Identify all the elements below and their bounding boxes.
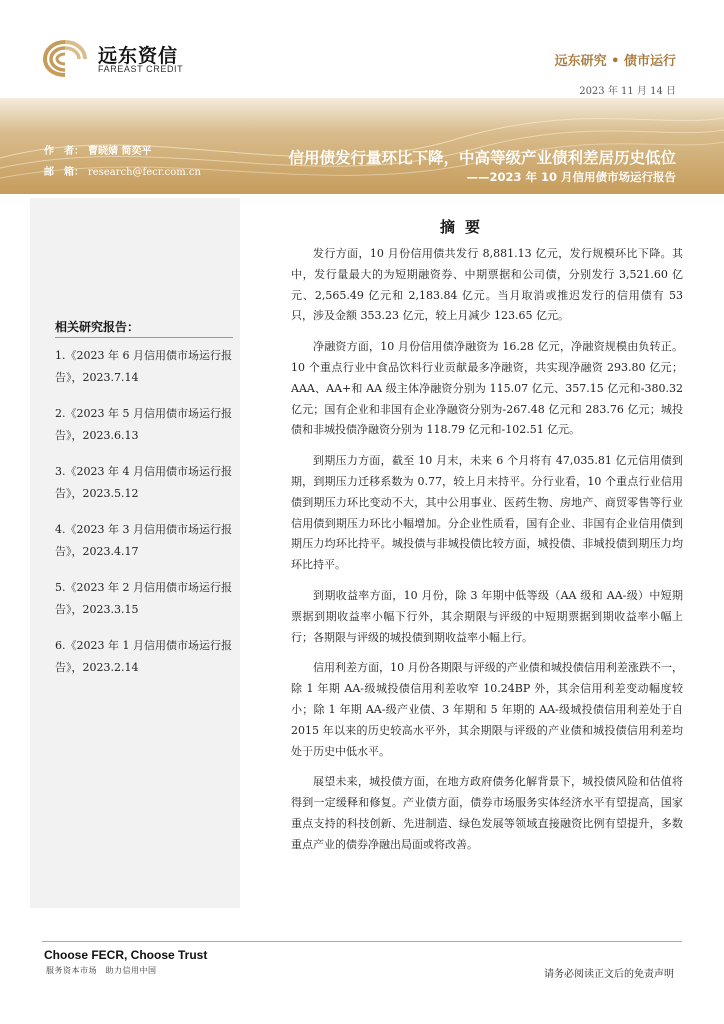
- footer-divider: [42, 941, 682, 942]
- related-report-item[interactable]: 3.《2023 年 4 月信用债市场运行报告》，2023.5.12: [55, 465, 232, 500]
- footer-slogan-cn: 服务资本市场 助力信用中国: [46, 966, 157, 975]
- footer-disclaimer: 请务必阅读正文后的免责声明: [544, 969, 674, 980]
- author-row: [44, 141, 201, 162]
- related-report-item[interactable]: 1.《2023 年 6 月信用债市场运行报告》，2023.7.14: [55, 349, 232, 384]
- related-reports-divider: [55, 337, 233, 338]
- related-reports-list: [55, 345, 235, 693]
- logo-text-en: FAREAST CREDIT: [98, 64, 184, 74]
- related-report-item[interactable]: 2.《2023 年 5 月信用债市场运行报告》，2023.6.13: [55, 407, 232, 442]
- related-report-item[interactable]: 6.《2023 年 1 月信用债市场运行报告》，2023.2.14: [55, 639, 232, 674]
- company-logo: [42, 38, 202, 78]
- email-label: 邮 箱：: [44, 167, 84, 178]
- email-row: [44, 162, 201, 183]
- logo-text-cn: 远东资信: [98, 45, 179, 67]
- abstract-paragraph-yield: 到期收益率方面，10 月份，除 3 年期中低等级（AA 级和 AA-级）中短期票据到期收益率小幅下行外，其余期限与评级的中短期票据到期收益率小幅上行；各期限与评级的城投债到期收益率小幅上行。: [291, 588, 683, 644]
- logo-mark-icon: [42, 38, 88, 78]
- author-block: [44, 141, 201, 183]
- report-date: 2023 年 11 月 14 日: [579, 86, 676, 97]
- footer-slogan-en: Choose FECR, Choose Trust: [44, 948, 208, 962]
- report-series: 远东研究 • 债市运行: [554, 54, 676, 69]
- related-report-item[interactable]: 5.《2023 年 2 月信用债市场运行报告》，2023.3.15: [55, 581, 232, 616]
- abstract-paragraph-issuance: 发行方面，10 月份信用债共发行 8,881.13 亿元，发行规模环比下降。其中，发行量最大的为短期融资券、中期票据和公司债，分别发行 3,521.60 亿元、2,565.49 亿元和 2,183.84 亿元。当月取消或推迟发行的信用债有 53 只，涉及金额 353.23 亿元，较上月减少 123.65 亿元。: [291, 247, 683, 323]
- related-reports-title: 相关研究报告：: [55, 320, 140, 334]
- abstract-paragraph-net-financing: 净融资方面，10 月份信用债净融资为 16.28 亿元，净融资规模由负转正。10 个重点行业中食品饮料行业贡献最多净融资，共实现净融资 293.80 亿元；AAA、AA+和 AA 级主体净融资分别为 115.07 亿元、357.15 亿元和-380.32 亿元；国有企业和非国有企业净融资分别为-267.48 亿元和 283.76 亿元；城投债和非城投债净融资分别为 118.79 亿元和-102.51 亿元。: [291, 340, 683, 437]
- report-subtitle: ——2023 年 10 月信用债市场运行报告: [466, 170, 676, 184]
- abstract-paragraph-outlook: 展望未来，城投债方面，在地方政府债务化解背景下，城投债风险和估值将得到一定缓释和修复。产业债方面，债券市场服务实体经济水平有望提高，国家重点支持的科技创新、先进制造、绿色发展等领域直接融资比例有望提升，多数重点产业的债券净融出局面或将改善。: [291, 775, 683, 851]
- abstract-paragraph-maturity: 到期压力方面，截至 10 月末，未来 6 个月将有 47,035.81 亿元信用债到期，到期压力迁移系数为 0.77，较上月末持平。分行业看，10 个重点行业信用债到期压力环比变动不大，其中公用事业、医药生物、房地产、商贸零售等行业信用债到期压力环比小幅增加。分企业性质看，国有企业、非国有企业信用债到期压力均环比持平。城投债与非城投债比较方面，城投债、非城投债到期压力均环比持平。: [291, 454, 683, 572]
- abstract-heading: 摘要: [440, 218, 491, 236]
- related-report-item[interactable]: 4.《2023 年 3 月信用债市场运行报告》，2023.4.17: [55, 523, 232, 558]
- author-label: 作 者：: [44, 146, 84, 157]
- report-title: 信用债发行量环比下降，中高等级产业债利差居历史低位: [288, 149, 676, 167]
- email-address[interactable]: research@fecr.com.cn: [88, 167, 201, 178]
- abstract-body: [291, 244, 683, 866]
- abstract-paragraph-spread: 信用利差方面，10 月份各期限与评级的产业债和城投债信用利差涨跌不一，除 1 年期 AA-级城投债信用利差收窄 10.24BP 外，其余信用利差变动幅度较小；除 1 年期 AA-级产业债、3 年期和 5 年期的 AA-级城投债信用利差处于自 2015 年以来的历史较高水平外，其余期限与评级的产业债和城投债信用利差均处于历史中低水平。: [291, 661, 683, 758]
- author-names: 曹晓婧 简奕平: [88, 146, 152, 157]
